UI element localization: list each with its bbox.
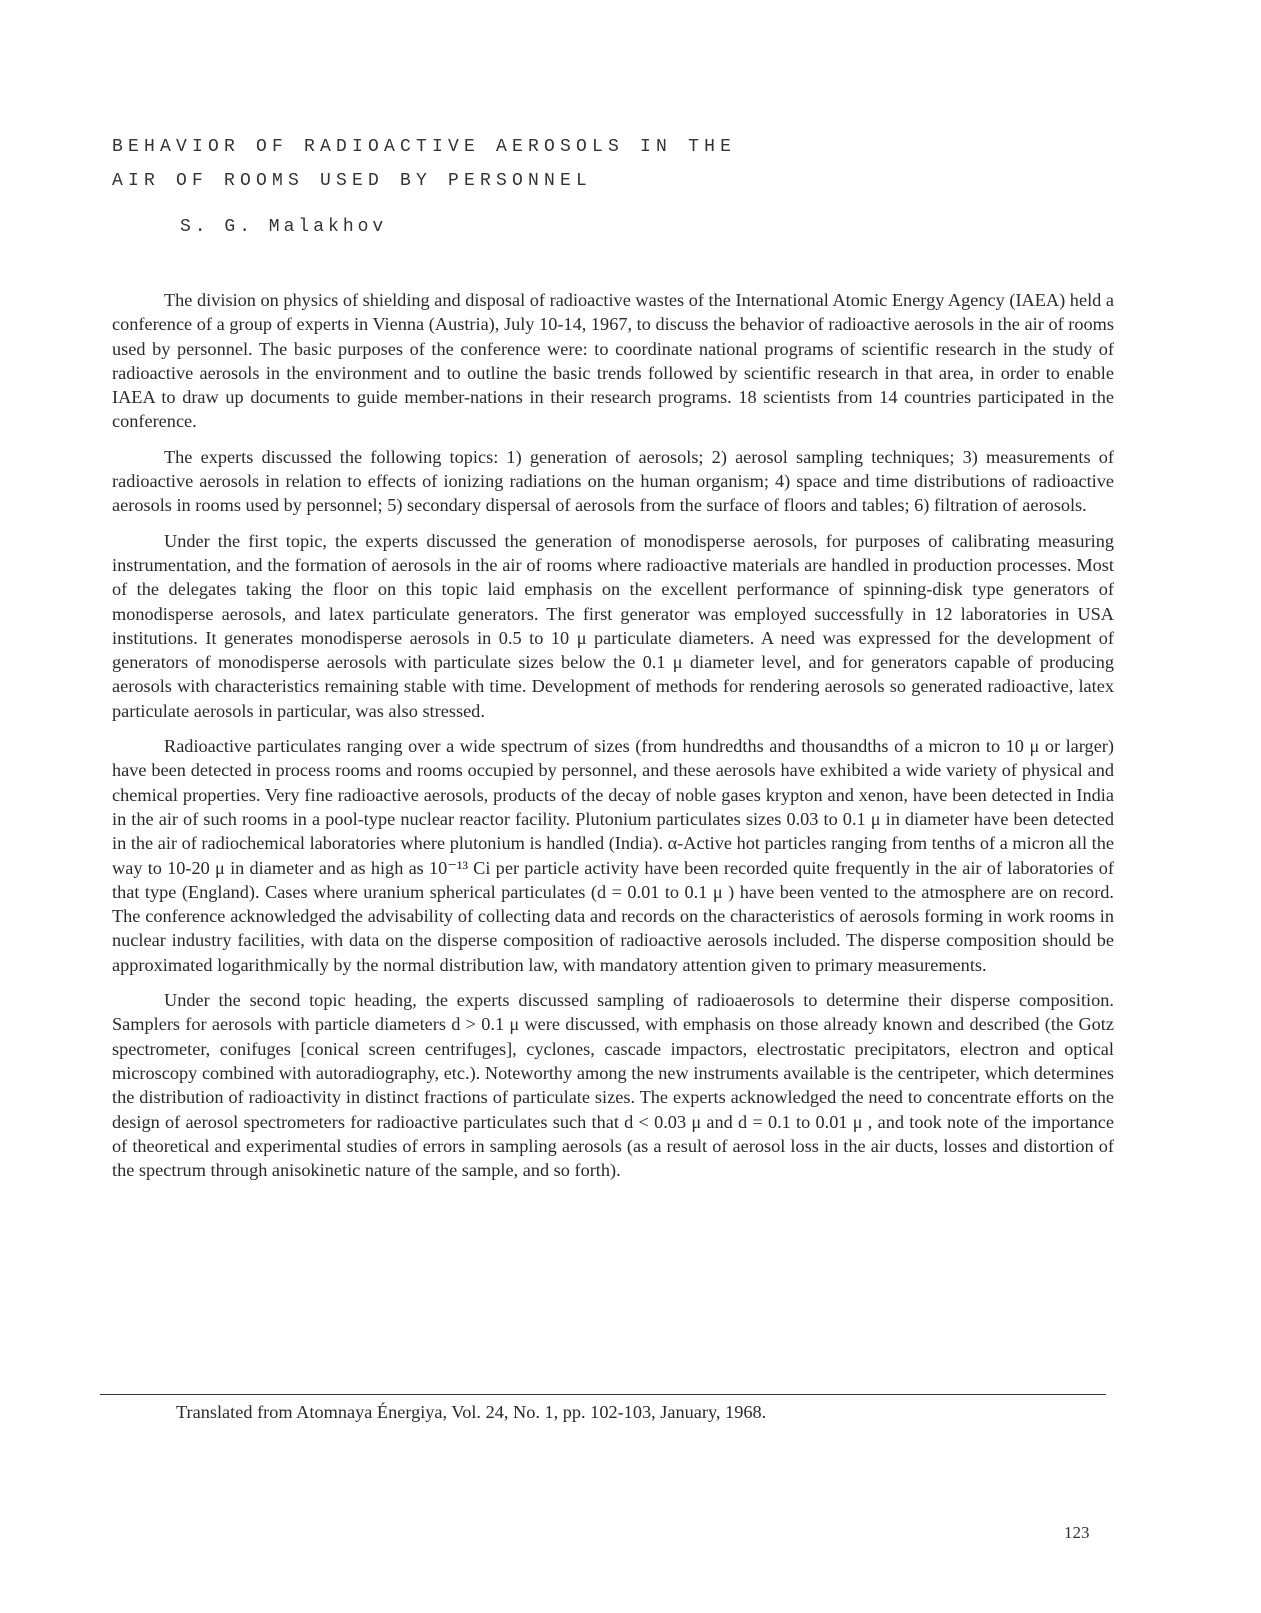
- paragraph-3: Under the first topic, the experts discussed the generation of monodisperse aerosols, for purposes of calibrating measuring instrumentation, and the formation of aerosols in the air of rooms where radioactive materials are handled in production processes. Most of the delegates taking the floor on this topic laid emphasis on the excellent performance of spinning-disk type generators of monodisperse aerosols, and latex particulate generators. The first generator was employed successfully in 12 laboratories in USA institutions. It generates monodisperse aerosols in 0.5 to 10 μ particulate diameters. A need was expressed for the development of generators of monodisperse aerosols with particulate sizes below the 0.1 μ diameter level, and for generators capable of producing aerosols with characteristics remaining stable with time. Development of methods for rendering aerosols so generated radioactive, latex particulate aerosols in particular, was also stressed.: [112, 530, 1114, 721]
- page-number: 123: [1064, 1523, 1090, 1542]
- paragraph-5: Under the second topic heading, the experts discussed sampling of radioaerosols to determine their disperse composition. Samplers for aerosols with particle diameters d > 0.1 μ were discussed, with emphasis on those already known and described (the Gotz spectrometer, conifuges [conical screen centrifuges], cyclones, cascade impactors, electrostatic precipitators, electron and optical microscopy combined with autoradiography, etc.). Noteworthy among the new instruments available is the centripeter, which determines the distribution of radioactivity in distinct fractions of particulate sizes. The experts acknowledged the need to concentrate efforts on the design of aerosol spectrometers for radioactive particulates such that d < 0.03 μ and d = 0.1 to 0.01 μ , and took note of the importance of theoretical and experimental studies of errors in sampling aerosols (as a result of aerosol loss in the air ducts, losses and distortion of the spectrum through anisokinetic nature of the sample, and so forth).: [112, 990, 1114, 1181]
- paragraph-1: The division on physics of shielding and disposal of radioactive wastes of the International Atomic Energy Agency (IAEA) held a conference of a group of experts in Vienna (Austria), July 10-14, 1967, to discuss the behavior of radioactive aerosols in the air of rooms used by personnel. The basic purposes of the conference were: to coordinate national programs of scientific research in the study of radioactive aerosols in the environment and to outline the basic trends followed by scientific research in that area, in order to enable IAEA to draw up documents to guide member-nations in their research programs. 18 scientists from 14 countries participated in the conference.: [112, 290, 1114, 432]
- footnote-divider: [100, 1394, 1106, 1395]
- article-title: [112, 130, 1012, 198]
- title-line-1: BEHAVIOR OF RADIOACTIVE AEROSOLS IN THE: [112, 137, 737, 157]
- translation-footnote: Translated from Atomnaya Énergiya, Vol. 24, No. 1, pp. 102-103, January, 1968.: [176, 1402, 767, 1422]
- author-name: S. G. Malakhov: [180, 217, 388, 237]
- paragraph-4: Radioactive particulates ranging over a wide spectrum of sizes (from hundredths and thousandths of a micron to 10 μ or larger) have been detected in process rooms and rooms occupied by personnel, and these aerosols have exhibited a wide variety of physical and chemical properties. Very fine radioactive aerosols, products of the decay of noble gases krypton and xenon, have been detected in India in the air of such rooms in a pool-type nuclear reactor facility. Plutonium particulates sizes 0.03 to 0.1 μ in diameter have been detected in the air of radiochemical laboratories where plutonium is handled (India). α-Active hot particles ranging from tenths of a micron all the way to 10-20 μ in diameter and as high as 10⁻¹³ Ci per particle activity have been recorded quite frequently in the air of laboratories of that type (England). Cases where uranium spherical particulates (d = 0.01 to 0.1 μ ) have been vented to the atmosphere are on record. The conference acknowledged the advisability of collecting data and records on the characteristics of aerosols forming in work rooms in nuclear industry facilities, with data on the disperse composition of radioactive aerosols included. The disperse composition should be approximated logarithmically by the normal distribution law, with mandatory attention given to primary measurements.: [112, 736, 1114, 975]
- paragraph-2: The experts discussed the following topics: 1) generation of aerosols; 2) aerosol sampling techniques; 3) measurements of radioactive aerosols in relation to effects of ionizing radiations on the human organism; 4) space and time distributions of radioactive aerosols in rooms used by personnel; 5) secondary dispersal of aerosols from the surface of floors and tables; 6) filtration of aerosols.: [112, 446, 1114, 516]
- title-line-2: AIR OF ROOMS USED BY PERSONNEL: [112, 171, 593, 191]
- article-body: [112, 288, 1114, 1193]
